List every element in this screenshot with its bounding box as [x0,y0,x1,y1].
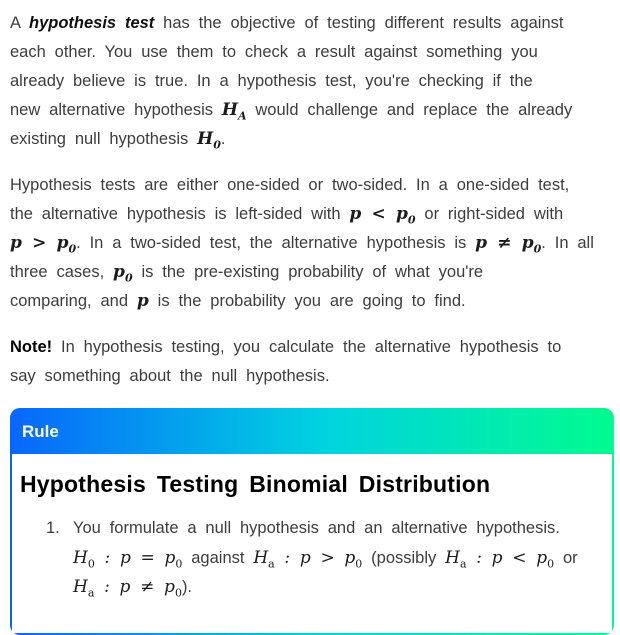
math-segment: $p_0$ [521,233,542,256]
math-segment: p [136,291,149,311]
text-segment: A [10,14,29,32]
term-segment: hypothesis test [28,14,155,32]
text-line [10,67,614,96]
text-segment: or [554,548,578,567]
math-subscript: 0 [407,213,416,227]
math-subscript: 0 [68,242,77,256]
text-line [10,200,614,229]
math-segment: $H_a$ [253,547,275,570]
text-segment: say something about the null hypothesis. [10,367,330,385]
text-segment: is the pre-existing probability of what you're [132,263,484,281]
text-segment: You formulate a null hypothesis and an alternative hypothesis. [73,519,560,537]
math-subscript: 0 [174,586,182,600]
rule-panel-body [12,454,612,633]
math-segment: = [130,547,165,568]
text-line [73,544,604,574]
math-segment: : [94,547,120,568]
math-subscript: a [87,586,95,600]
text-segment: In hypothesis testing, you calculate the alternative hypothesis to [52,338,562,356]
math-subscript: A [237,109,247,123]
math-segment: > [310,547,345,568]
text-segment: is the probability you are going to find. [148,292,466,310]
text-line [10,38,614,67]
rule-step [20,514,604,603]
math-subscript: 0 [87,556,95,570]
rule-steps-list [20,514,604,603]
rule-panel-header-label: Rule [22,421,59,441]
rule-step-content [73,514,604,603]
text-segment: ). [181,578,193,596]
rule-step-number: 1. [46,519,60,537]
math-segment: $p_0$ [395,204,416,227]
math-segment: $H_a$ [445,547,467,570]
math-segment: p [119,547,131,568]
text-line [10,125,614,154]
text-segment: or right-sided with [415,205,564,223]
note-paragraph [10,333,614,391]
math-segment: < [502,547,537,568]
text-segment: three cases, [10,263,114,281]
math-subscript: 0 [547,556,555,570]
math-subscript: a [268,556,275,570]
text-segment: . In all [541,234,594,252]
math-segment: $H_0$ [73,547,95,570]
text-line [10,96,614,125]
text-segment: existing null hypothesis [10,130,198,148]
math-subscript: 0 [533,242,542,256]
math-subscript: a [459,556,467,570]
math-segment: $H_A$ [221,100,247,123]
sided-tests-paragraph [10,171,614,316]
math-segment: $p_0$ [164,547,183,570]
text-segment: against [182,548,254,567]
text-segment: would challenge and replace the already [246,101,573,119]
text-line [10,258,614,287]
math-segment: p [119,577,131,597]
text-segment: has the objective of testing different results against [154,14,564,32]
text-segment: already believe is true. In a hypothesis test, you're checking if the [10,72,533,90]
intro-paragraph [10,9,614,154]
math-subscript: 0 [124,271,133,285]
rule-panel-header [12,408,612,454]
text-line [10,9,614,38]
math-segment: < [361,204,396,224]
math-subscript: 0 [175,556,183,570]
math-subscript: 0 [355,556,363,570]
text-line [10,229,614,258]
math-segment: ≠ [487,233,522,253]
text-line [73,514,604,544]
math-segment: : [466,547,492,568]
math-segment: p [349,204,362,224]
math-segment: : [274,547,300,568]
text-segment: comparing, and [10,292,137,310]
math-segment: p [491,547,503,568]
math-segment: $H_a$ [73,577,95,600]
text-segment: . In a two-sided test, the alternative hypothesis is [76,234,476,252]
math-segment: : [94,577,120,597]
math-segment: $p_0$ [56,233,77,256]
math-segment: $H_0$ [197,129,221,152]
text-segment: the alternative hypothesis is left-sided with [10,205,350,223]
math-segment: $p_0$ [164,577,182,600]
math-segment: ≠ [130,577,165,597]
text-line [10,362,614,391]
text-segment: . [220,130,226,148]
text-segment: each other. You use them to check a result against something you [10,43,538,61]
math-segment: $p_0$ [536,547,555,570]
text-line [73,573,604,603]
text-segment: Hypothesis tests are either one-sided or two-sided. In a one-sided test, [10,176,570,194]
math-segment: p [475,233,488,253]
math-segment: p [299,547,311,568]
text-line [10,333,614,362]
text-segment: new alternative hypothesis [10,101,222,119]
math-segment: p [10,233,22,253]
text-segment: (possibly [362,548,446,567]
math-segment: $p_0$ [113,262,133,285]
math-subscript: 0 [213,138,221,152]
rule-panel-title: Hypothesis Testing Binomial Distribution [20,471,491,497]
rule-panel [10,408,614,635]
text-line [10,171,614,200]
text-line [10,287,614,316]
math-segment: $p_0$ [344,547,363,570]
math-segment: > [21,233,57,253]
bold-text-segment: Note! [10,338,53,356]
